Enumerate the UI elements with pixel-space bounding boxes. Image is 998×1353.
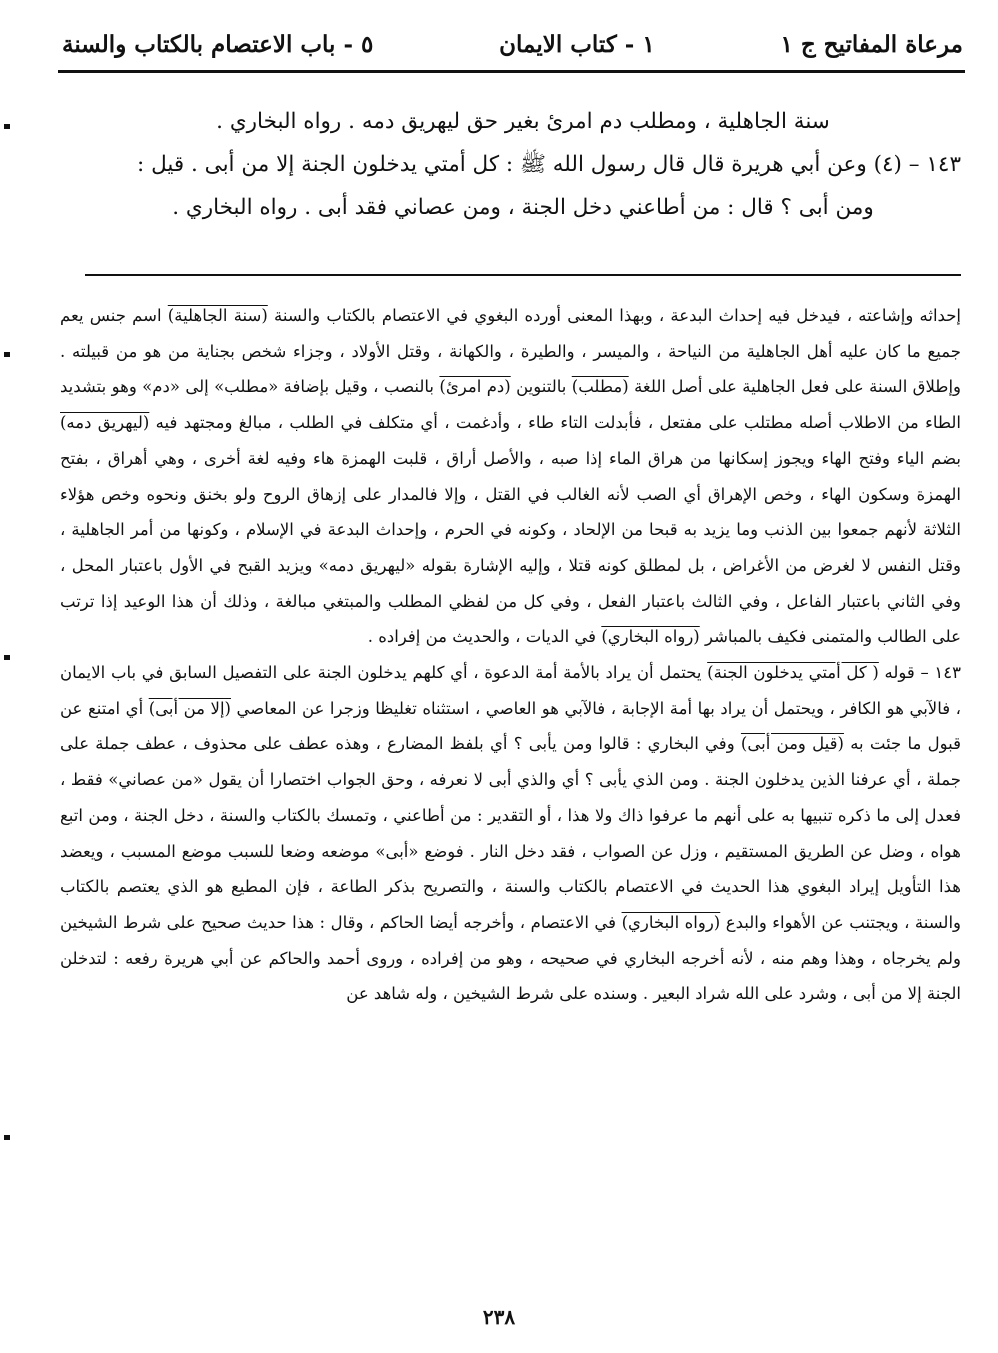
header-rule xyxy=(58,70,965,73)
header-section-title: ٥ - باب الاعتصام بالكتاب والسنة xyxy=(62,30,374,58)
quoted-phrase: ( كل أمتي يدخلون الجنة) xyxy=(707,663,879,683)
margin-mark xyxy=(4,352,10,357)
margin-mark xyxy=(4,124,10,129)
running-header xyxy=(62,22,963,66)
quoted-phrase: (ليهريق دمه) xyxy=(60,413,150,433)
section-rule xyxy=(85,274,961,276)
commentary-paragraph: إحداثه وإشاعته ، فيدخل فيه إحداث البدعة ، وبهذا المعنى أورده البغوي في الاعتصام بالكتاب والسنة (سنة الجاهلية) اسم جنس يعم جميع ما كان عليه أهل الجاهلية من النياحة ، والميسر ، والطيرة ، والكهانة ، وقتل الأولاد ، وجزاء شخص بجناية من هو من قبيلته . وإطلاق السنة على فعل الجاهلية على أصل اللغة (مطلب) بالتنوين (دم امرئ) بالنصب ، وقيل بإضافة «مطلب» إلى «دم» وهو بتشديد الطاء من الاطلاب أصله مطتلب على مفتعل ، فأبدلت التاء طاء ، وأدغمت ، أي متكلف في الطلب ، مبالغ ومجتهد فيه (ليهريق دمه) بضم الياء وفتح الهاء ويجوز إسكانها من هراق الماء إذا صبه ، والأصل أراق ، قلبت الهمزة هاء وفيه لغة أخرى ، وهي أهراق ، بفتح الهمزة وسكون الهاء ، وخص الإهراق أي الصب لأنه الغالب في القتل ، وإلا فالمدار على إزهاق الروح ولو بخنق ونحوه وخص هؤلاء الثلاثة لأنهم جمعوا بين الذنب وما يزيد به قبحا من الإلحاد ، وكونه في الحرم ، وإحداث البدعة في الإسلام ، وكونها من أمر الجاهلية ، وقتل النفس لا لغرض من الأغراض ، بل لمطلق كونه قتلا ، وإليه الإشارة بقوله «ليهريق دمه» ويزيد القبح في الأول باعتبار المحل ، وفي الثاني باعتبار الفاعل ، وفي الثالث باعتبار الفعل ، وفي كل من لفظي المطلب والمبتغي مبالغة ، وذلك أن هذا الوعيد إذا ترتب على الطالب والمتمنى فكيف بالمباشر (رواه البخاري) في الديات ، والحديث من إفراده . xyxy=(60,306,961,647)
hadith-line: ١٤٣ – (٤) وعن أبي هريرة قال قال رسول الله ﷺ : كل أمتي يدخلون الجنة إلا من أبى . قيل : xyxy=(137,152,961,177)
commentary-text xyxy=(60,298,961,1012)
quoted-phrase: (سنة الجاهلية) xyxy=(167,306,268,325)
header-chapter-title: ١ - كتاب الايمان xyxy=(499,30,655,58)
margin-mark xyxy=(4,1135,10,1140)
quoted-phrase: (قيل ومن أبى) xyxy=(740,734,844,754)
quoted-phrase: (مطلب) xyxy=(571,377,629,397)
quoted-phrase: (رواه البخاري) xyxy=(601,627,700,647)
hadith-line: ومن أبى ؟ قال : من أطاعني دخل الجنة ، ومن عصاني فقد أبى . رواه البخاري . xyxy=(172,195,874,220)
hadith-text xyxy=(85,100,961,229)
margin-mark xyxy=(4,655,10,660)
hadith-line: سنة الجاهلية ، ومطلب دم امرئ بغير حق ليهريق دمه . رواه البخاري . xyxy=(216,109,830,134)
quoted-phrase: (دم امرئ) xyxy=(439,377,511,397)
page-number: ٢٣٨ xyxy=(482,1305,516,1329)
quoted-phrase: (رواه البخاري) xyxy=(621,912,721,932)
commentary-paragraph: ١٤٣ – قوله ( كل أمتي يدخلون الجنة) يحتمل أن يراد بالأمة أمة الدعوة ، أي كلهم يدخلون الجنة على التفصيل السابق في باب الايمان ، فالآبي هو الكافر ، ويحتمل أن يراد بها أمة الإجابة ، فالآبي هو العاصي ، استثناه تغليظا وزجرا عن المعاصي (إلا من أبى) أي امتنع عن قبول ما جئت به (قيل ومن أبى) وفي البخاري : قالوا ومن يأبى ؟ أي بلفظ المضارع ، وهذه عطف على محذوف ، عطف جملة على جملة ، أي عرفنا الذين يدخلون الجنة . ومن الذي يأبى ؟ أي والذي أبى لا نعرفه ، وحق الجواب اختصارا أن يقول «من عصاني» فقط ، فعدل إلى ما ذكره تنبيها به على أنهم ما عرفوا ذاك ولا هذا ، أو التقدير : من أطاعني ، وتمسك بالكتاب والسنة ، دخل الجنة ، ومن اتبع هواه ، وضل عن الطريق المستقيم ، وزل عن الصواب ، فقد دخل النار . فوضع «أبى» موضعه وضعا للسبب موضع المسبب ، ويعضد هذا التأويل إيراد البغوي هذا الحديث في الاعتصام بالكتاب والسنة ، والتصريح بذكر الطاعة ، فإن المطيع هو الذي يعتصم بالكتاب والسنة ، ويجتنب عن الأهواء والبدع (رواه البخاري) في الاعتصام ، وأخرجه أيضا الحاكم ، وقال : هذا حديث صحيح على شرط الشيخين ولم يخرجاه ، وهذا وهم منه ، لأنه أخرجه البخاري في صحيحه ، وهو من إفراده ، وروى أحمد والحاكم عن أبي هريرة رفعه : لتدخلن الجنة إلا من أبى ، وشرد على الله شراد البعير . وسنده على شرط الشيخين ، وله شاهد عن xyxy=(60,663,962,1004)
header-book-title: مرعاة المفاتيح ج ١ xyxy=(780,30,963,58)
quoted-phrase: (إلا من أبى) xyxy=(148,698,231,718)
